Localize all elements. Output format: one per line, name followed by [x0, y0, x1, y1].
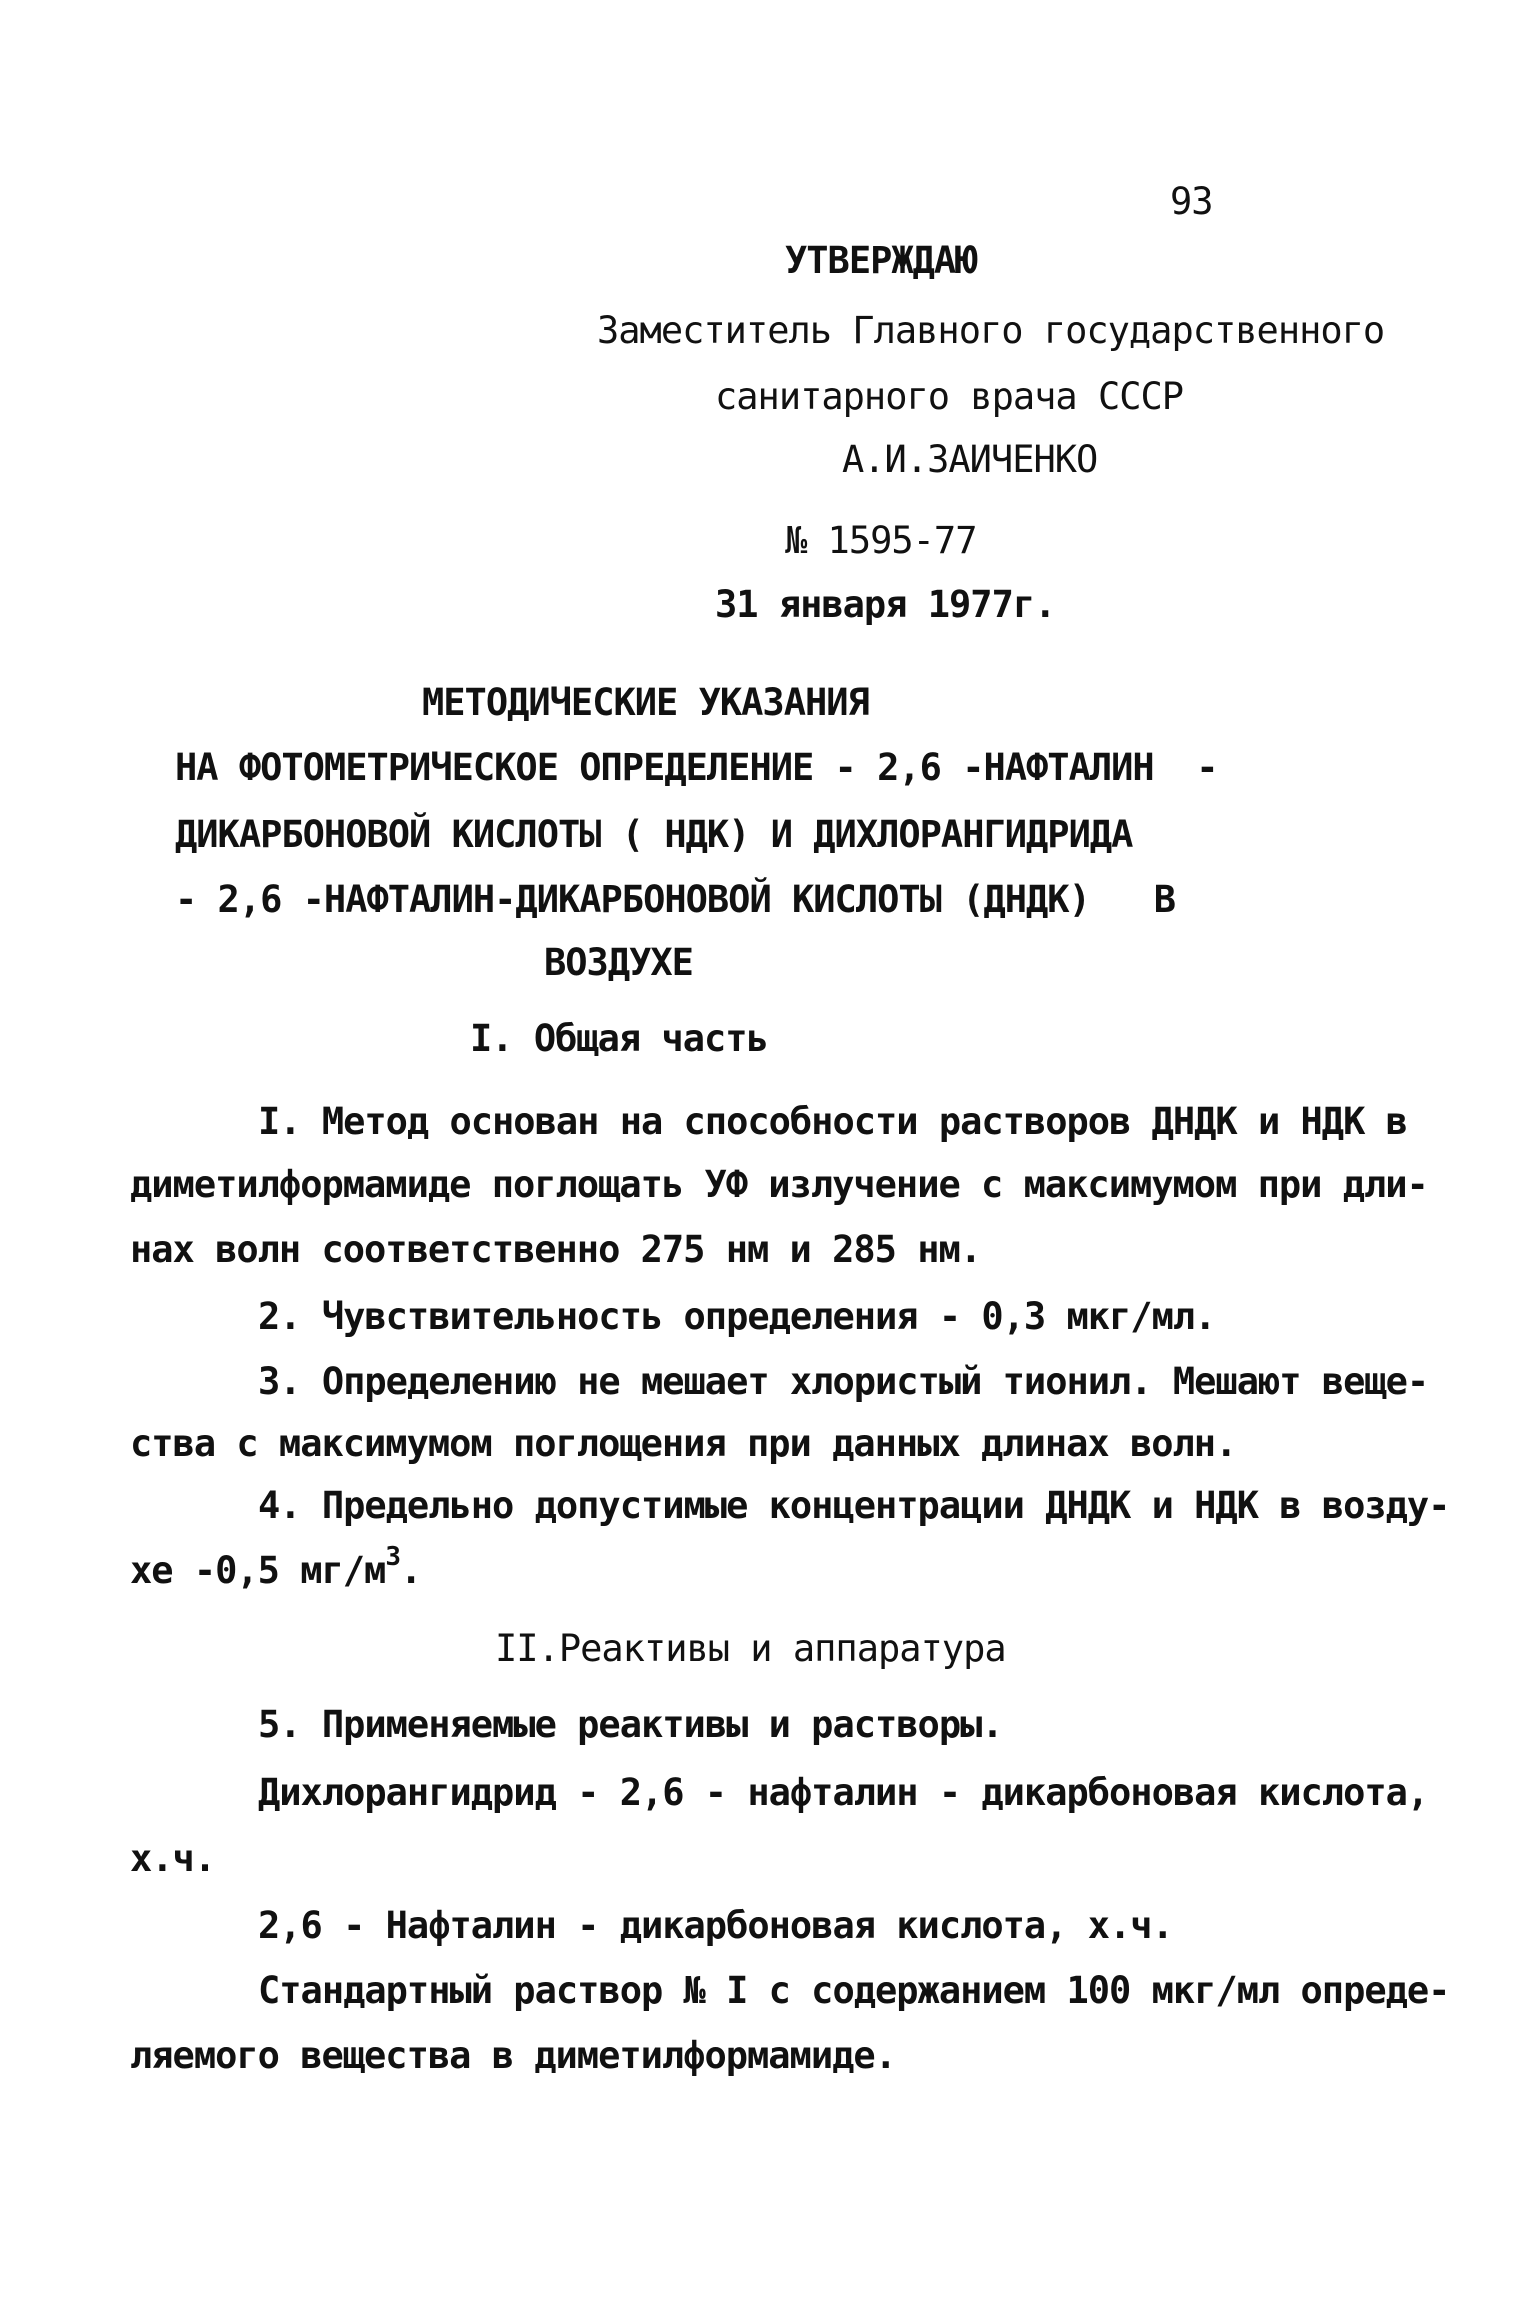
para4-line2: [130, 1542, 422, 1592]
approval-name: А.И.ЗАИЧЕНКО: [842, 438, 1098, 481]
title-line5: ВОЗДУХЕ: [544, 941, 693, 984]
para3-line2: ства с максимумом поглощения при данных длинах волн.: [130, 1422, 1237, 1465]
para1-line1: I. Метод основан на способности растворов ДНДК и НДК в: [258, 1100, 1407, 1143]
para7: 2,6 - Нафталин - дикарбоновая кислота, х.ч.: [258, 1904, 1173, 1947]
para4-exponent: 3: [385, 1542, 400, 1572]
para2: 2. Чувствительность определения - 0,3 мкг/мл.: [258, 1295, 1216, 1338]
approval-heading: УТВЕРЖДАЮ: [785, 239, 977, 282]
title-line1: МЕТОДИЧЕСКИЕ УКАЗАНИЯ: [422, 681, 869, 724]
para4-line2-end: .: [399, 1549, 422, 1592]
para8-line1: Стандартный раствор № I с содержанием 100 мкг/мл опреде-: [258, 1969, 1450, 2012]
para1-line3: нах волн соответственно 275 нм и 285 нм.: [130, 1228, 982, 1271]
page-number: 93: [1170, 180, 1213, 223]
para8-line2: ляемого вещества в диметилформамиде.: [130, 2034, 896, 2077]
approval-number: № 1595-77: [785, 519, 977, 562]
para5: 5. Применяемые реактивы и растворы.: [258, 1703, 1003, 1746]
para1-line2: диметилформамиде поглощать УФ излучение с максимумом при дли-: [130, 1163, 1428, 1206]
title-line4: - 2,6 -НАФТАЛИН-ДИКАРБОНОВОЙ КИСЛОТЫ (ДНДК) В: [175, 878, 1175, 921]
approval-position-line2: санитарного врача СССР: [715, 375, 1184, 418]
para4-line1: 4. Предельно допустимые концентрации ДНДК и НДК в возду-: [258, 1484, 1450, 1527]
section2-heading: II.Реактивы и аппаратура: [495, 1627, 1006, 1670]
para6-line1: Дихлорангидрид - 2,6 - нафталин - дикарбоновая кислота,: [258, 1771, 1429, 1814]
section1-heading: I. Общая часть: [470, 1017, 768, 1060]
para6-line2: х.ч.: [130, 1837, 216, 1880]
para3-line1: 3. Определению не мешает хлористый тионил. Мешают веще-: [258, 1360, 1429, 1403]
approval-position-line1: Заместитель Главного государственного: [597, 309, 1385, 352]
title-line3: ДИКАРБОНОВОЙ КИСЛОТЫ ( НДК) И ДИХЛОРАНГИДРИДА: [175, 813, 1133, 856]
approval-date: 31 января 1977г.: [715, 583, 1056, 626]
para4-line2-text: хе -0,5 мг/м: [130, 1549, 386, 1592]
title-line2: НА ФОТОМЕТРИЧЕСКОЕ ОПРЕДЕЛЕНИЕ - 2,6 -НАФТАЛИН -: [175, 746, 1218, 789]
